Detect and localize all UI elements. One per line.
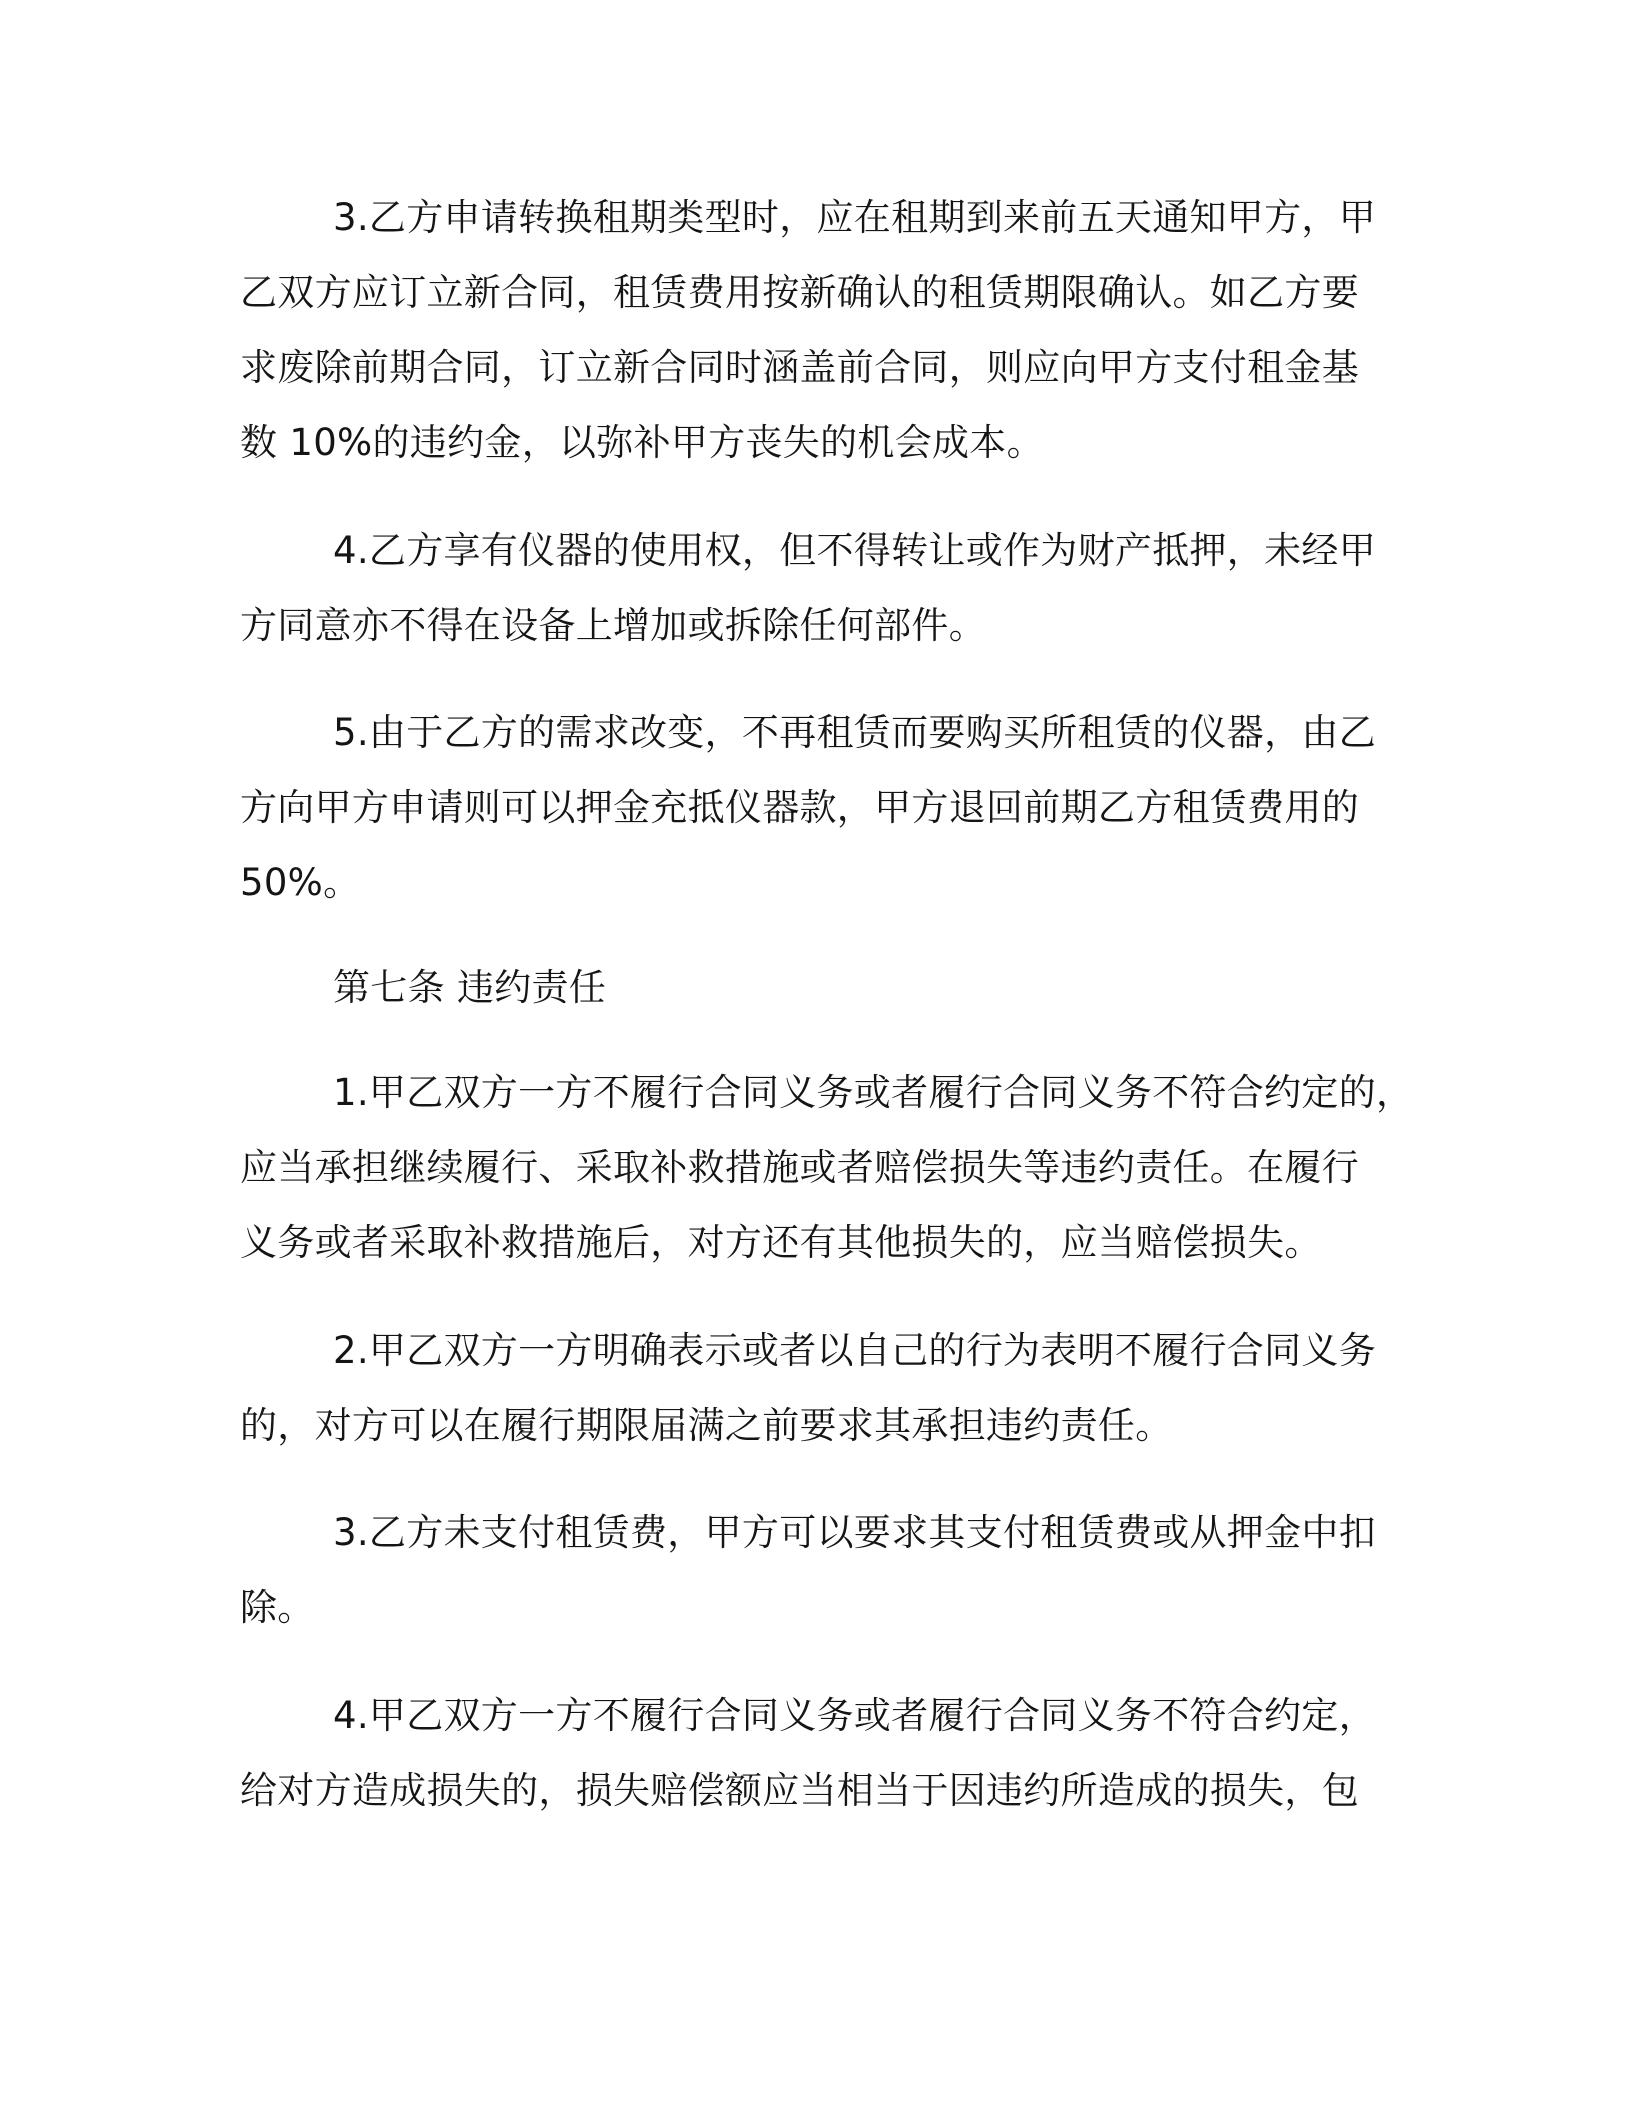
breach-3-line-1: 3.乙方未支付租赁费，甲方可以要求其支付租赁费或从押金中扣 (333, 1511, 1376, 1554)
breach-4-line-2: 给对方造成损失的，损失赔偿额应当相当于因违约所造成的损失，包 (240, 1769, 1359, 1812)
clause-5-line-1: 5.由于乙方的需求改变，不再租赁而要购买所租赁的仪器，由乙 (333, 711, 1376, 754)
breach-1-line-2: 应当承担继续履行、采取补救措施或者赔偿损失等违约责任。在履行 (240, 1146, 1359, 1189)
clause-5-line-2: 方向甲方申请则可以押金充抵仪器款，甲方退回前期乙方租赁费用的 (240, 786, 1359, 829)
breach-2-line-1: 2.甲乙双方一方明确表示或者以自己的行为表明不履行合同义务 (333, 1329, 1376, 1372)
breach-1-line-3: 义务或者采取补救措施后，对方还有其他损失的，应当赔偿损失。 (240, 1221, 1322, 1264)
clause-3-line-2: 乙双方应订立新合同，租赁费用按新确认的租赁期限确认。如乙方要 (240, 271, 1359, 314)
breach-3-line-2: 除。 (240, 1586, 315, 1629)
section-heading: 第七条 违约责任 (333, 966, 607, 1009)
breach-2-line-2: 的，对方可以在履行期限届满之前要求其承担违约责任。 (240, 1404, 1173, 1447)
clause-4-line-1: 4.乙方享有仪器的使用权，但不得转让或作为财产抵押，未经甲 (333, 529, 1376, 572)
clause-3-line-4: 数 10%的违约金，以弥补甲方丧失的机会成本。 (240, 421, 1044, 464)
breach-4-line-1: 4.甲乙双方一方不履行合同义务或者履行合同义务不符合约定， (333, 1694, 1376, 1737)
clause-5-line-3: 50%。 (240, 861, 361, 904)
clause-3-line-1: 3.乙方申请转换租期类型时，应在租期到来前五天通知甲方，甲 (333, 196, 1376, 239)
clause-4-line-2: 方同意亦不得在设备上增加或拆除任何部件。 (240, 604, 986, 647)
clause-3-line-3: 求废除前期合同，订立新合同时涵盖前合同，则应向甲方支付租金基 (240, 346, 1359, 389)
breach-1-line-1: 1.甲乙双方一方不履行合同义务或者履行合同义务不符合约定的， (333, 1071, 1414, 1114)
